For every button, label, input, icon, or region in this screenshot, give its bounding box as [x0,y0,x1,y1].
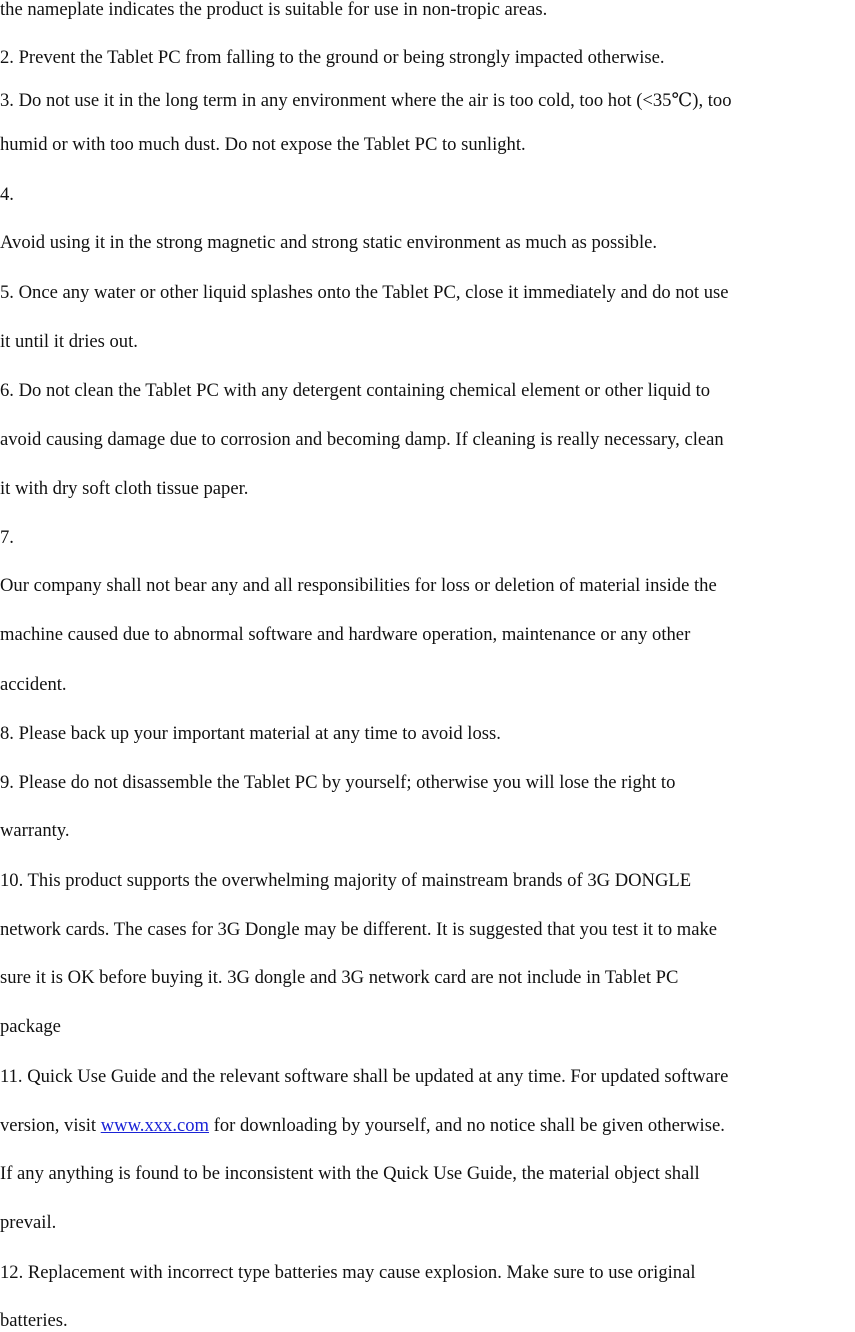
text-line: 12. Replacement with incorrect type batteries may cause explosion. Make sure to use original [0,1262,696,1283]
text-line: 6. Do not clean the Tablet PC with any detergent containing chemical element or other liquid to [0,380,711,401]
text-line: machine caused due to abnormal software and hardware operation, maintenance or any other [0,624,691,645]
text-line: 11. Quick Use Guide and the relevant software shall be updated at any time. For updated software [0,1066,729,1087]
text-line: package [0,1016,61,1037]
text-line-with-link [0,1115,725,1137]
text-line: Our company shall not bear any and all responsibilities for loss or deletion of material inside the [0,575,717,596]
text-line: the nameplate indicates the product is suitable for use in non-tropic areas. [0,0,548,20]
text-line: network cards. The cases for 3G Dongle may be different. It is suggested that you test it to make [0,919,718,940]
text-line: 10. This product supports the overwhelming majority of mainstream brands of 3G DONGLE [0,870,692,891]
text-line: warranty. [0,820,70,841]
text-line: it with dry soft cloth tissue paper. [0,478,249,499]
text-line: 4. [0,184,14,205]
link-prefix-text: version, visit [0,1115,101,1136]
text-line: If any anything is found to be inconsistent with the Quick Use Guide, the material object shall [0,1163,700,1184]
text-line: batteries. [0,1310,68,1331]
text-line: it until it dries out. [0,331,138,352]
text-line: 2. Prevent the Tablet PC from falling to the ground or being strongly impacted otherwise. [0,47,665,68]
text-line: 9. Please do not disassemble the Tablet PC by yourself; otherwise you will lose the right to [0,772,676,793]
text-line: 5. Once any water or other liquid splashes onto the Tablet PC, close it immediately and do not use [0,282,729,303]
text-line: Avoid using it in the strong magnetic and strong static environment as much as possible. [0,232,658,253]
text-line: humid or with too much dust. Do not expose the Tablet PC to sunlight. [0,134,526,155]
text-line: sure it is OK before buying it. 3G dongle and 3G network card are not include in Tablet PC [0,967,679,988]
text-line: prevail. [0,1212,57,1233]
text-line: 3. Do not use it in the long term in any environment where the air is too cold, too hot (<35℃), too [0,90,732,111]
text-line: avoid causing damage due to corrosion and becoming damp. If cleaning is really necessary, clean [0,429,724,450]
text-line: accident. [0,674,67,695]
website-link[interactable]: www.xxx.com [100,1115,209,1136]
link-suffix-text: for downloading by yourself, and no notice shall be given otherwise. [209,1115,725,1136]
text-line: 8. Please back up your important material at any time to avoid loss. [0,723,501,744]
text-line: 7. [0,527,14,548]
